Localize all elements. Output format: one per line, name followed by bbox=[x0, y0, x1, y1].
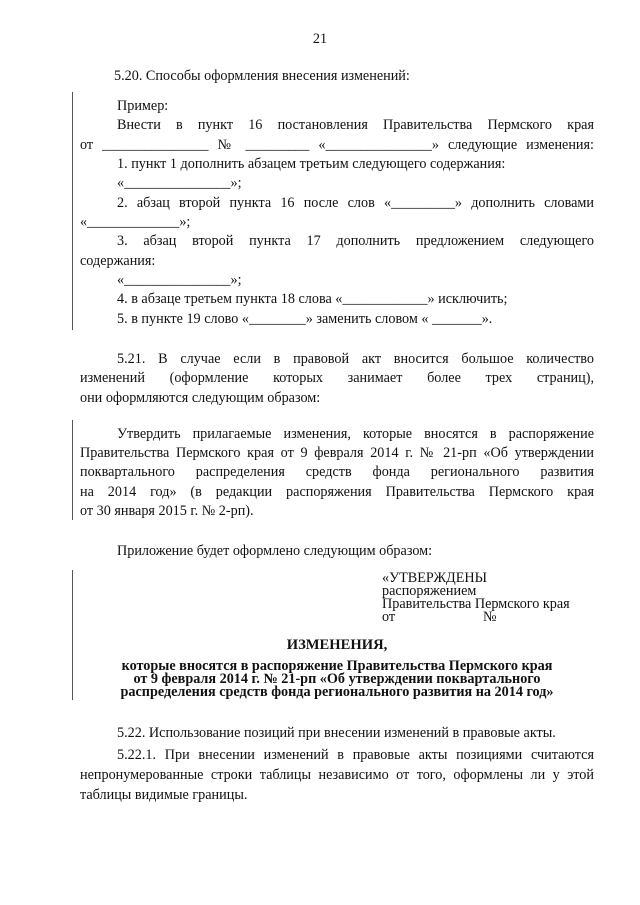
example-item-2-line2: «_____________»; bbox=[80, 214, 191, 230]
section-5-22-1-line3: таблицы видимые границы. bbox=[80, 787, 248, 803]
example-intro-line2: от _______________ № _________ «_______________» следующие изменения: bbox=[80, 137, 594, 153]
section-5-22-title: 5.22. Использование позиций при внесении изменений в правовые акты. bbox=[117, 725, 556, 741]
example-label: Пример: bbox=[117, 98, 169, 114]
approve-line2: Правительства Пермского края от 9 февраля 2014 г. № 21-рп «Об утверждении bbox=[80, 445, 594, 461]
example-item-1: 1. пункт 1 дополнить абзацем третьим следующего содержания: bbox=[117, 156, 506, 172]
appendix-margin-bar bbox=[72, 570, 73, 700]
page-number: 21 bbox=[312, 31, 328, 47]
changes-subtitle-2: от 9 февраля 2014 г. № 21-рп «Об утверждении поквартального bbox=[133, 671, 541, 687]
stamp-line1: «УТВЕРЖДЕНЫ bbox=[382, 570, 487, 586]
section-5-20-title: 5.20. Способы оформления внесения изменений: bbox=[114, 68, 410, 84]
changes-subtitle-3: распределения средств фонда регионального развития на 2014 год» bbox=[120, 684, 554, 700]
section-5-21-line1: 5.21. В случае если в правовой акт вносится большое количество bbox=[117, 351, 594, 367]
example-margin-bar bbox=[72, 92, 73, 330]
approve-line1: Утвердить прилагаемые изменения, которые вносятся в распоряжение bbox=[117, 426, 594, 442]
section-5-21-line2: изменений (оформление которых занимает более трех страниц), bbox=[80, 370, 594, 386]
section-5-22-1-line2: непронумерованные строки таблицы независимо от того, оформлены ли у этой bbox=[80, 767, 594, 783]
stamp-line3: Правительства Пермского края bbox=[382, 596, 570, 612]
approve-line4: на 2014 год» (в редакции распоряжения Правительства Пермского края bbox=[80, 484, 594, 500]
appendix-intro: Приложение будет оформлено следующим образом: bbox=[117, 543, 433, 559]
example-item-3-blank: «_______________»; bbox=[117, 272, 242, 288]
example-item-5: 5. в пункте 19 слово «________» заменить словом « _______». bbox=[117, 311, 493, 327]
example-item-3-line1: 3. абзац второй пункта 17 дополнить предложением следующего bbox=[117, 233, 594, 249]
stamp-line4-no: № bbox=[483, 609, 497, 625]
approve-line5: от 30 января 2015 г. № 2-рп). bbox=[80, 503, 254, 519]
section-5-22-1-line1: 5.22.1. При внесении изменений в правовые акты позициями считаются bbox=[117, 747, 594, 763]
example-item-2-line1: 2. абзац второй пункта 16 после слов «_________» дополнить словами bbox=[117, 195, 594, 211]
example-item-3-line2: содержания: bbox=[80, 253, 156, 269]
section-5-21-line3: они оформляются следующим образом: bbox=[80, 390, 321, 406]
example-item-1-blank: «_______________»; bbox=[117, 175, 242, 191]
stamp-line2: распоряжением bbox=[382, 583, 477, 599]
changes-title: ИЗМЕНЕНИЯ, bbox=[286, 637, 388, 653]
approve-margin-bar bbox=[72, 420, 73, 520]
example-intro-line1: Внести в пункт 16 постановления Правительства Пермского края bbox=[117, 117, 594, 133]
example-item-4: 4. в абзаце третьем пункта 18 слова «____________» исключить; bbox=[117, 291, 508, 307]
approve-line3: поквартального распределения средств фонда регионального развития bbox=[80, 464, 594, 480]
stamp-line4-from: от bbox=[382, 609, 396, 625]
changes-subtitle-1: которые вносятся в распоряжение Правительства Пермского края bbox=[121, 658, 553, 674]
